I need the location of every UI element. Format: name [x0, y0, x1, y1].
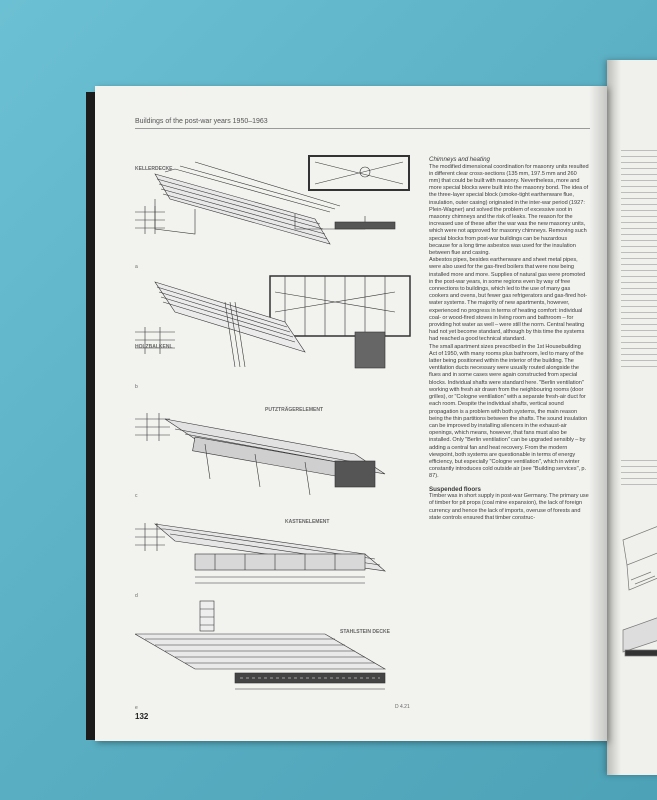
panel-letter-c: c [135, 493, 138, 499]
facing-page [607, 60, 657, 775]
panel-letter-d: d [135, 593, 138, 599]
heading-chimneys-heating: Chimneys and heating [429, 156, 490, 163]
facing-page-text-block [621, 150, 657, 370]
construction-drawings [135, 154, 415, 714]
label-kellerdecke: KELLERDECKE [135, 166, 173, 172]
heading-suspended-floors: Suspended floors [429, 485, 481, 493]
panel-letter-b: b [135, 384, 138, 390]
book-page [95, 86, 607, 741]
label-holzbalken: HOLZBALKENL [135, 344, 173, 350]
running-header: Buildings of the post-war years 1950–1963 [135, 118, 268, 125]
drawing-plaster-carrier-element [135, 399, 415, 499]
drawing-box-element-floor [135, 499, 415, 599]
drawing-timber-joist-floor [135, 154, 415, 274]
facing-page-drawing [621, 520, 657, 660]
figure-panel-c [135, 399, 415, 499]
article-column [429, 156, 589, 522]
figure-panel-e [135, 599, 415, 714]
panel-letter-a: a [135, 264, 138, 270]
page-number: 132 [135, 712, 149, 721]
facing-page-caption [621, 460, 657, 490]
drawing-steel-brick-floor [135, 599, 415, 714]
page-gutter-shadow [589, 86, 607, 741]
paragraph-3: The small apartment sizes prescribed in the 1st Housebuilding Act of 1950, with many rooms plus bathroom, led to many of the latter being positioned within the interior of the building. The ventilation ducts necessary were usually routed alongside the flues and in some cases were again constructed from special blocks. Individual shafts were standard here. "Berlin ventilation" working with fresh air drawn from the neighbouring rooms (door grilles), or "Cologne ventilation" with a separate fresh-air duct for each room. Despite the individual shafts, vertical sound propagation is a problem with both systems, the main reason being the thin partitions between the shafts. The sound insulation can be improved by installing silencers in the exhaust-air openings, which means, however, that fans must also be installed. Only "Berlin ventilation" can be upgraded sensibly – by adding a central fan and heat recovery. From the modern viewpoint, both systems are questionable in terms of energy efficiency, but especially "Cologne ventilation", which in winter constantly introduces cold outside air (see "Building services", p. 87). [429, 343, 588, 480]
figure-panel-b [135, 272, 415, 392]
label-kastenelement: KASTENELEMENT [285, 519, 330, 525]
label-stahlstein: STAHLSTEIN DECKE [340, 629, 390, 635]
label-putztraeger: PUTZTRÄGERELEMENT [265, 407, 324, 413]
figure-panel-a [135, 154, 415, 274]
header-rule [135, 128, 590, 129]
figure-number: D 4.21 [395, 704, 410, 710]
drawing-hollow-block-floor [135, 272, 415, 392]
panel-letter-e: e [135, 705, 138, 711]
paragraph-1: The modified dimensional coordination for masonry units resulted in different clear cross-sections (135 mm, 197.5 mm and 260 mm) that could be built with masonry. Nevertheless, more and more special blocks were built into the masonry bond. The idea of the three-layer special block (smoke-tight earthenware flue, insulation, outer casing) originated in the inter-war period (1927: Plein-Wagner) and solved the problem of excessive soot in masonry chimneys and the risk of leaks. The reason for the increased use of these after the war was the new masonry units, which were not approved for masonry chimneys. Removing such special blocks from post-war buildings can be hazardous because for a long time asbestos was used for the insulation between flue and casing. [429, 163, 589, 257]
facing-page-shadow [607, 60, 621, 775]
figure-panel-d [135, 499, 415, 599]
paragraph-2: Asbestos pipes, besides earthenware and sheet metal pipes, were also used for the gas-fired boilers that were now being installed more and more. Supplies of natural gas were promoted in the post-war years, in some regions even by way of free connections to buildings, which led to the use of many gas cookers and ovens, but fewer gas refrigerators and gas-fired hot-water systems. The majority of new apartments, however, experienced no progress in terms of heating comfort: individual coal- or wood-fired stoves in living room and bathroom – for providing hot water as well – were still the norm. Central heating had not yet become standard, although by this time the systems had reached a good technical standard. [429, 257, 588, 343]
paragraph-4: Timber was in short supply in post-war Germany. The primary use of timber for pit props (coal mine expansion), the lack of foreign currency and hence the lack of imports, overuse of forests and state controls ensured that timber construc- [429, 493, 589, 521]
